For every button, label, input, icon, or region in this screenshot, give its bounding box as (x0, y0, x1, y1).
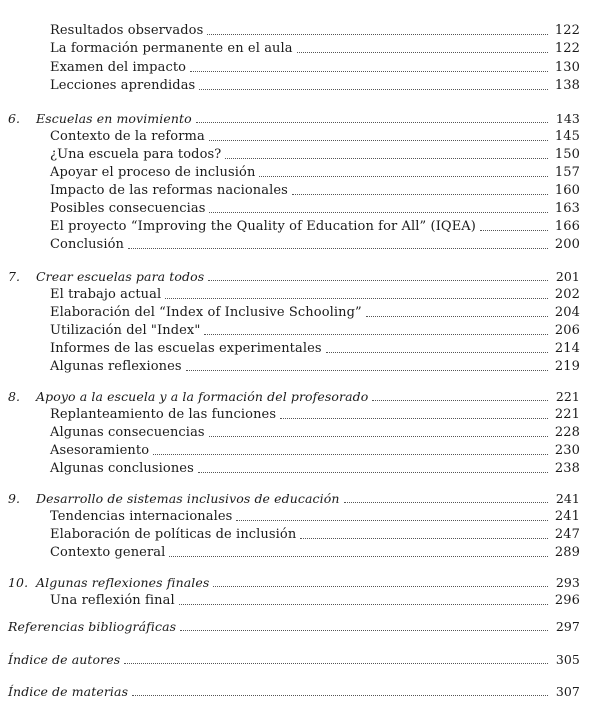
toc-entry[interactable] (50, 442, 580, 459)
chapter-title: Apoyo a la escuela y a la formación del profesorado (36, 389, 369, 404)
toc-entry[interactable] (50, 340, 580, 357)
entry-page: 297 (555, 619, 580, 634)
dot-leader (128, 247, 548, 249)
entry-page: 157 (554, 165, 580, 180)
toc-entry[interactable] (50, 322, 580, 339)
dot-leader (153, 453, 548, 455)
toc-references[interactable] (8, 618, 580, 635)
entry-title: Algunas reflexiones (50, 359, 182, 374)
entry-title: Impacto de las reformas nacionales (50, 183, 288, 198)
toc-entry[interactable] (50, 460, 580, 477)
dot-leader (372, 399, 548, 401)
entry-page: 296 (554, 593, 580, 608)
toc-entry[interactable] (50, 40, 580, 57)
entry-title: Elaboración de políticas de inclusión (50, 527, 297, 542)
dot-leader (165, 297, 548, 299)
entry-page: 122 (554, 23, 580, 38)
chapter-number: 9. (8, 491, 21, 506)
entry-title: Replanteamiento de las funciones (50, 407, 277, 422)
entry-title: Examen del impacto (50, 60, 187, 75)
entry-title: Tendencias internacionales (50, 509, 233, 524)
entry-page: 200 (554, 237, 580, 252)
dot-leader (300, 537, 548, 539)
dot-leader (236, 519, 548, 521)
dot-leader (259, 175, 548, 177)
entry-title: ¿Una escuela para todos? (50, 147, 222, 162)
toc-entry[interactable] (50, 22, 580, 39)
dot-leader (186, 369, 548, 371)
toc-subject-index[interactable] (8, 683, 580, 700)
entry-title: Lecciones aprendidas (50, 78, 196, 93)
entry-page: 221 (554, 407, 580, 422)
entry-title: Elaboración del “Index of Inclusive Schooling” (50, 305, 362, 320)
chapter-number: 6. (8, 111, 21, 126)
dot-leader (344, 501, 548, 503)
dot-leader (199, 88, 548, 90)
dot-leader (209, 139, 548, 141)
chapter-title: Desarrollo de sistemas inclusivos de educación (36, 491, 340, 506)
entry-page: 201 (555, 269, 580, 284)
toc-entry[interactable] (50, 406, 580, 423)
entry-title: Una reflexión final (50, 593, 175, 608)
dot-leader (198, 471, 548, 473)
entry-page: 228 (554, 425, 580, 440)
entry-page: 138 (554, 78, 580, 93)
dot-leader (179, 603, 548, 605)
entry-page: 305 (555, 652, 580, 667)
toc-entry[interactable] (50, 236, 580, 253)
chapter-title: Escuelas en movimiento (36, 111, 192, 126)
entry-page: 163 (554, 201, 580, 216)
entry-page: 241 (555, 491, 580, 506)
toc-entry[interactable] (50, 182, 580, 199)
toc-entry[interactable] (50, 164, 580, 181)
dot-leader (225, 157, 548, 159)
toc-entry[interactable] (50, 200, 580, 217)
toc-chapter-9[interactable] (8, 490, 580, 507)
entry-title: Utilización del "Index" (50, 323, 201, 338)
dot-leader (209, 211, 548, 213)
chapter-number: 8. (8, 389, 21, 404)
toc-entry[interactable] (50, 358, 580, 375)
entry-title: Contexto de la reforma (50, 129, 205, 144)
chapter-title: Algunas reflexiones finales (36, 575, 210, 590)
entry-page: 289 (554, 545, 580, 560)
toc-chapter-7[interactable] (8, 268, 580, 285)
dot-leader (280, 417, 548, 419)
entry-title: Contexto general (50, 545, 166, 560)
toc-chapter-6[interactable] (8, 110, 580, 127)
toc-entry[interactable] (50, 526, 580, 543)
entry-page: 241 (554, 509, 580, 524)
entry-title: El proyecto “Improving the Quality of Education for All” (IQEA) (50, 219, 476, 234)
entry-page: 219 (554, 359, 580, 374)
toc-entry[interactable] (50, 544, 580, 561)
chapter-title: Crear escuelas para todos (36, 269, 205, 284)
entry-page: 307 (555, 684, 580, 699)
dot-leader (207, 33, 548, 35)
entry-page: 206 (554, 323, 580, 338)
entry-page: 202 (554, 287, 580, 302)
entry-title: Asesoramiento (50, 443, 150, 458)
dot-leader (213, 585, 548, 587)
entry-title: Resultados observados (50, 23, 204, 38)
dot-leader (208, 279, 548, 281)
entry-title: Informes de las escuelas experimentales (50, 341, 322, 356)
toc-author-index[interactable] (8, 651, 580, 668)
entry-page: 122 (554, 41, 580, 56)
dot-leader (180, 629, 548, 631)
toc-entry[interactable] (50, 424, 580, 441)
dot-leader (190, 70, 548, 72)
entry-page: 145 (554, 129, 580, 144)
toc-entry[interactable] (50, 128, 580, 145)
entry-title: El trabajo actual (50, 287, 162, 302)
entry-page: 214 (554, 341, 580, 356)
dot-leader (196, 121, 548, 123)
dot-leader (169, 555, 548, 557)
entry-title: Referencias bibliográficas (8, 619, 177, 634)
chapter-number: 7. (8, 269, 21, 284)
toc-entry[interactable] (50, 592, 580, 609)
entry-page: 238 (554, 461, 580, 476)
dot-leader (297, 51, 548, 53)
entry-title: Apoyar el proceso de inclusión (50, 165, 256, 180)
entry-title: Algunas consecuencias (50, 425, 205, 440)
toc-chapter-10[interactable] (8, 574, 580, 591)
entry-title: La formación permanente en el aula (50, 41, 293, 56)
entry-page: 293 (555, 575, 580, 590)
entry-page: 204 (554, 305, 580, 320)
toc-entry[interactable] (50, 59, 580, 76)
dot-leader (480, 229, 548, 231)
dot-leader (326, 351, 548, 353)
entry-page: 160 (554, 183, 580, 198)
entry-title: Posibles consecuencias (50, 201, 206, 216)
toc-entry[interactable] (50, 304, 580, 321)
entry-title: Algunas conclusiones (50, 461, 194, 476)
dot-leader (124, 662, 548, 664)
entry-title: Índice de materias (8, 684, 129, 699)
toc-chapter-8[interactable] (8, 388, 580, 405)
entry-page: 247 (554, 527, 580, 542)
toc-entry[interactable] (50, 286, 580, 303)
dot-leader (366, 315, 548, 317)
entry-title: Índice de autores (8, 652, 121, 667)
entry-page: 221 (555, 389, 580, 404)
entry-title: Conclusión (50, 237, 124, 252)
entry-page: 230 (554, 443, 580, 458)
entry-page: 143 (555, 111, 580, 126)
dot-leader (209, 435, 548, 437)
toc-entry[interactable] (50, 508, 580, 525)
dot-leader (132, 694, 548, 696)
dot-leader (204, 333, 548, 335)
entry-page: 150 (554, 147, 580, 162)
entry-page: 130 (554, 60, 580, 75)
toc-entry[interactable] (50, 146, 580, 163)
toc-entry[interactable] (50, 218, 580, 235)
toc-entry[interactable] (50, 77, 580, 94)
dot-leader (292, 193, 548, 195)
chapter-number: 10. (8, 575, 29, 590)
entry-page: 166 (554, 219, 580, 234)
